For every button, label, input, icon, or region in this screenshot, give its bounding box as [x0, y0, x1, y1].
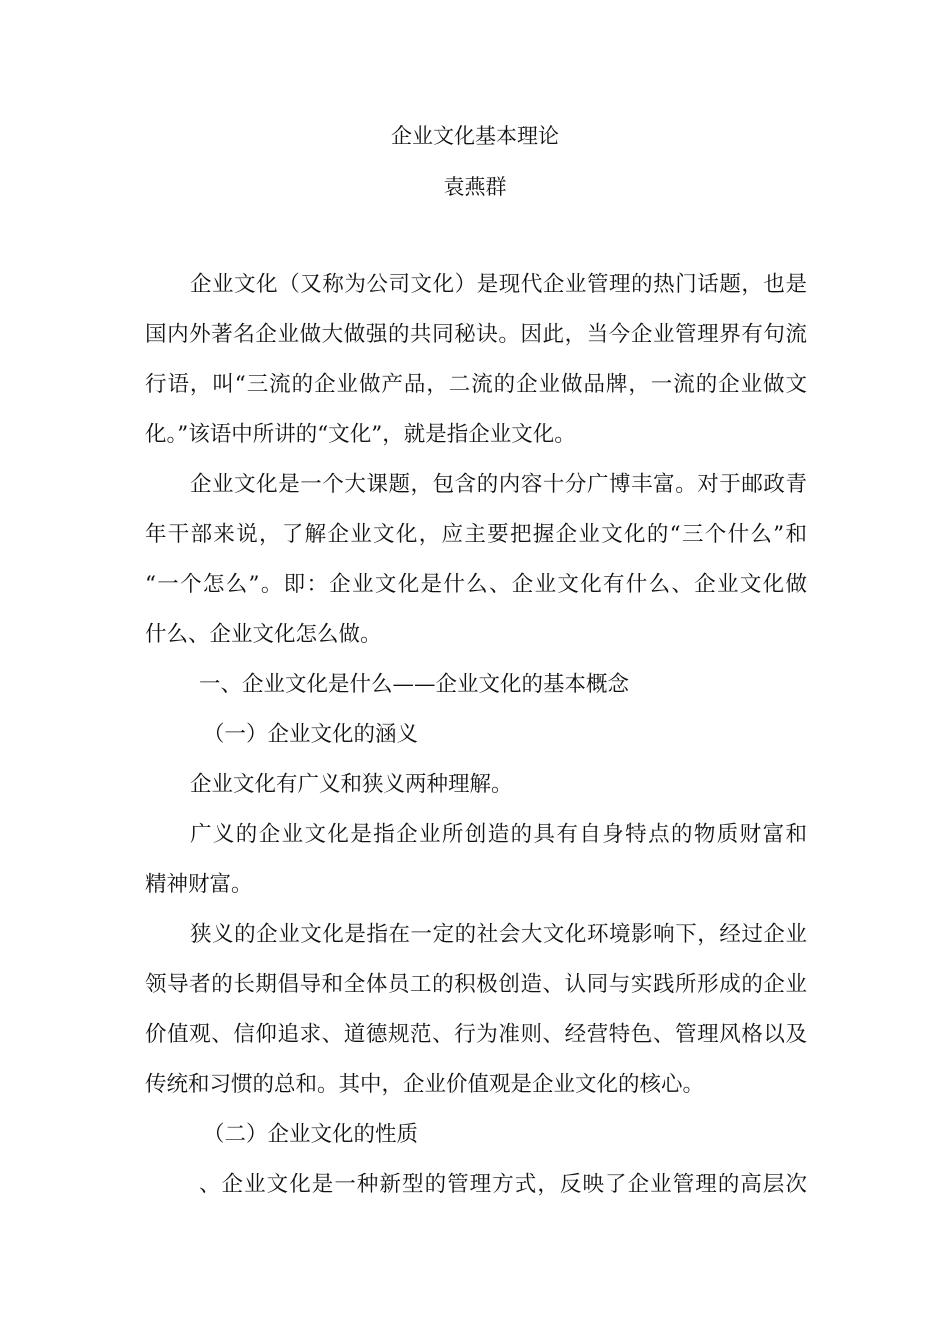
- document-title: 企业文化基本理论: [391, 124, 559, 148]
- paragraph-3: 企业文化有广义和狭义两种理解。: [190, 772, 513, 797]
- paragraph-5-line-3: 价值观、信仰追求、道德规范、行为准则、经营特色、管理风格以及: [145, 1022, 807, 1047]
- paragraph-1-line-2: 国内外著名企业做大做强的共同秘诀。因此，当今企业管理界有句流: [145, 322, 807, 347]
- paragraph-2-line-1: 企业文化是一个大课题，包含的内容十分广博丰富。对于邮政青: [190, 472, 807, 497]
- subsection-heading-2: （二）企业文化的性质: [203, 1122, 419, 1147]
- paragraph-2-line-2: 年干部来说，了解企业文化，应主要把握企业文化的“三个什么”和: [145, 522, 807, 547]
- paragraph-5-line-4: 传统和习惯的总和。其中，企业价值观是企业文化的核心。: [145, 1072, 705, 1097]
- paragraph-5-line-1: 狭义的企业文化是指在一定的社会大文化环境影响下，经过企业: [190, 922, 807, 947]
- paragraph-2-line-4: 什么、企业文化怎么做。: [145, 622, 382, 647]
- paragraph-5-line-2: 领导者的长期倡导和全体员工的积极创造、认同与实践所形成的企业: [145, 972, 807, 997]
- paragraph-1-line-4: 化。”该语中所讲的“文化”，就是指企业文化。: [145, 422, 576, 447]
- paragraph-4-line-2: 精神财富。: [145, 872, 253, 897]
- subsection-heading-1: （一）企业文化的涵义: [203, 722, 419, 747]
- paragraph-2-line-3: “一个怎么”。即：企业文化是什么、企业文化有什么、企业文化做: [145, 572, 807, 597]
- paragraph-4-line-1: 广义的企业文化是指企业所创造的具有自身特点的物质财富和: [190, 822, 807, 847]
- section-heading-1: 一、企业文化是什么——企业文化的基本概念: [199, 672, 630, 697]
- paragraph-1-line-3: 行语，叫“三流的企业做产品，二流的企业做品牌，一流的企业做文: [145, 372, 807, 397]
- paragraph-6-line-1: 、企业文化是一种新型的管理方式，反映了企业管理的高层次: [199, 1172, 807, 1197]
- paragraph-1-line-1: 企业文化（又称为公司文化）是现代企业管理的热门话题，也是: [190, 272, 807, 297]
- document-author: 袁燕群: [443, 175, 507, 199]
